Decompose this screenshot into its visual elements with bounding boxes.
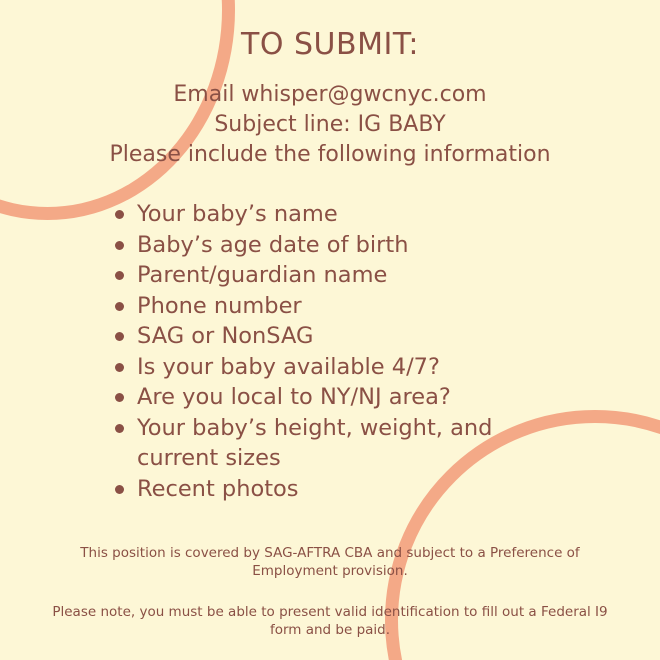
list-item (112, 291, 492, 322)
list-item-text: Baby’s age date of birth (137, 231, 409, 258)
required-info-list (112, 199, 492, 504)
subject-line: Subject line: IG BABY (214, 112, 446, 137)
page-title: TO SUBMIT: (241, 27, 419, 62)
bullet-icon (115, 332, 124, 341)
submission-instructions (0, 80, 660, 170)
bullet-icon (115, 363, 124, 372)
bullet-icon (115, 393, 124, 402)
instruction-line: Please include the following information (109, 142, 551, 167)
list-item-text: Parent/guardian name (137, 262, 388, 288)
list-item (112, 352, 492, 383)
identification-notice (0, 603, 660, 639)
list-item (112, 413, 492, 474)
union-notice (0, 544, 660, 580)
list-item-text-continued: current sizes (137, 445, 281, 471)
bullet-icon (115, 424, 124, 433)
bullet-icon (115, 241, 124, 250)
union-notice-line: Employment provision. (252, 563, 408, 579)
list-item-text: SAG or NonSAG (137, 323, 314, 349)
list-item-text: Is your baby available 4/7? (137, 353, 440, 380)
list-item (112, 260, 492, 291)
identification-notice-line: form and be paid. (269, 622, 391, 638)
list-item-text: Your baby’s name (137, 201, 338, 227)
list-item (112, 382, 492, 413)
bullet-icon (115, 210, 124, 219)
list-item (112, 321, 492, 352)
list-item-text: Are you local to NY/NJ area? (137, 384, 451, 410)
email-line: Email whisper@gwcnyc.com (173, 82, 487, 107)
bullet-icon (115, 485, 124, 494)
list-item-text: Recent photos (137, 475, 299, 502)
union-notice-line: This position is covered by SAG-AFTRA CBA and subject to a Preference of (80, 545, 580, 561)
bullet-icon (115, 302, 124, 311)
list-item (112, 199, 492, 230)
identification-notice-line: Please note, you must be able to present valid identification to fill out a Federal I9 (52, 604, 608, 620)
list-item (112, 474, 492, 505)
list-item (112, 230, 492, 261)
list-item-text: Your baby’s height, weight, and (137, 414, 493, 441)
bullet-icon (115, 271, 124, 280)
list-item-text: Phone number (137, 292, 302, 319)
